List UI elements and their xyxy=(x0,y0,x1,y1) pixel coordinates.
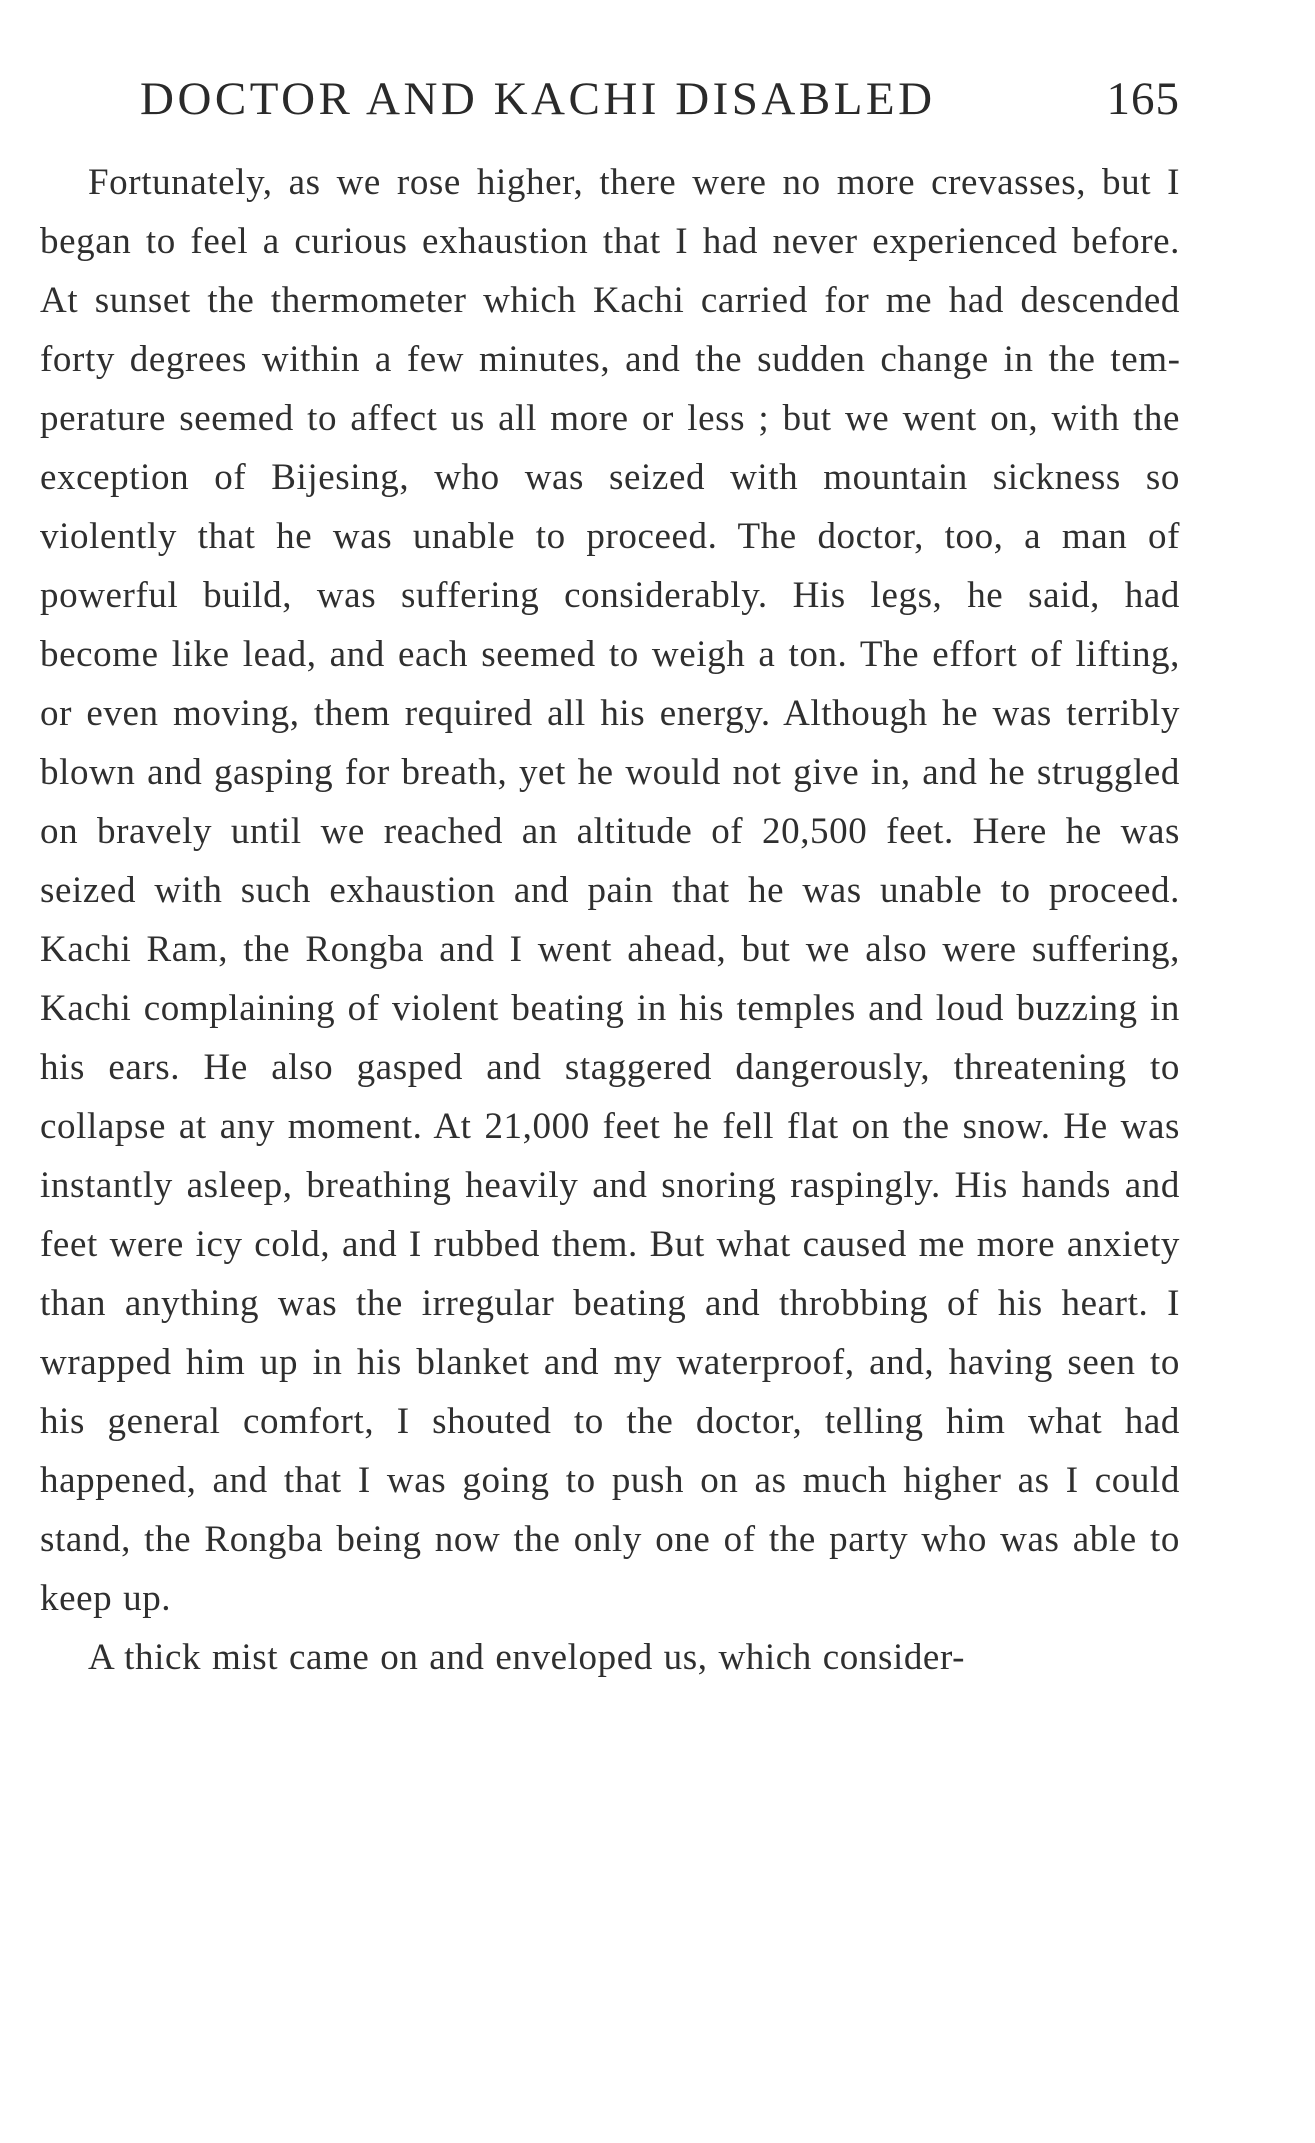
page-number: 165 xyxy=(1106,73,1180,125)
body-text xyxy=(40,153,1180,1687)
running-head xyxy=(140,72,1180,126)
paragraph-2: A thick mist came on and enveloped us, which consider- xyxy=(88,1637,966,1678)
running-title: DOCTOR AND KACHI DISABLED xyxy=(140,73,936,125)
paragraph-1: Fortunately, as we rose higher, there were no more crevasses, but I began to feel a curious exhaustion that I had never experienced before. At sunset the thermometer which Kachi carried for me had descended forty degrees within a few minutes, and the sudden change in the temperature seemed to affect us all more or less ; but we went on, with the exception of Bijesing, who was seized with mountain sickness so violently that he was unable to proceed. The doctor, too, a man of powerful build, was suffering considerably. His legs, he said, had become like lead, and each seemed to weigh a ton. The effort of lifting, or even moving, them required all his energy. Although he was terribly blown and gasping for breath, yet he would not give in, and he struggled on bravely until we reached an altitude of 20,500 feet. Here he was seized with such exhaustion and pain that he was unable to proceed. Kachi Ram, the Rongba and I went ahead, but we also were suffering, Kachi complaining of violent beating in his temples and loud buzzing in his ears. He also gasped and staggered dangerously, threatening to collapse at any moment. At 21,000 feet he fell flat on the snow. He was instantly asleep, breathing heavily and snoring raspingly. His hands and feet were icy cold, and I rubbed them. But what caused me more anxiety than anything was the irregular beating and throbbing of his heart. I wrapped him up in his blanket and my waterproof, and, having seen to his general comfort, I shouted to the doctor, telling him what had happened, and that I was going to push on as much higher as I could stand, the Rongba being now the only one of the party who was able to keep up. xyxy=(40,162,1180,1619)
